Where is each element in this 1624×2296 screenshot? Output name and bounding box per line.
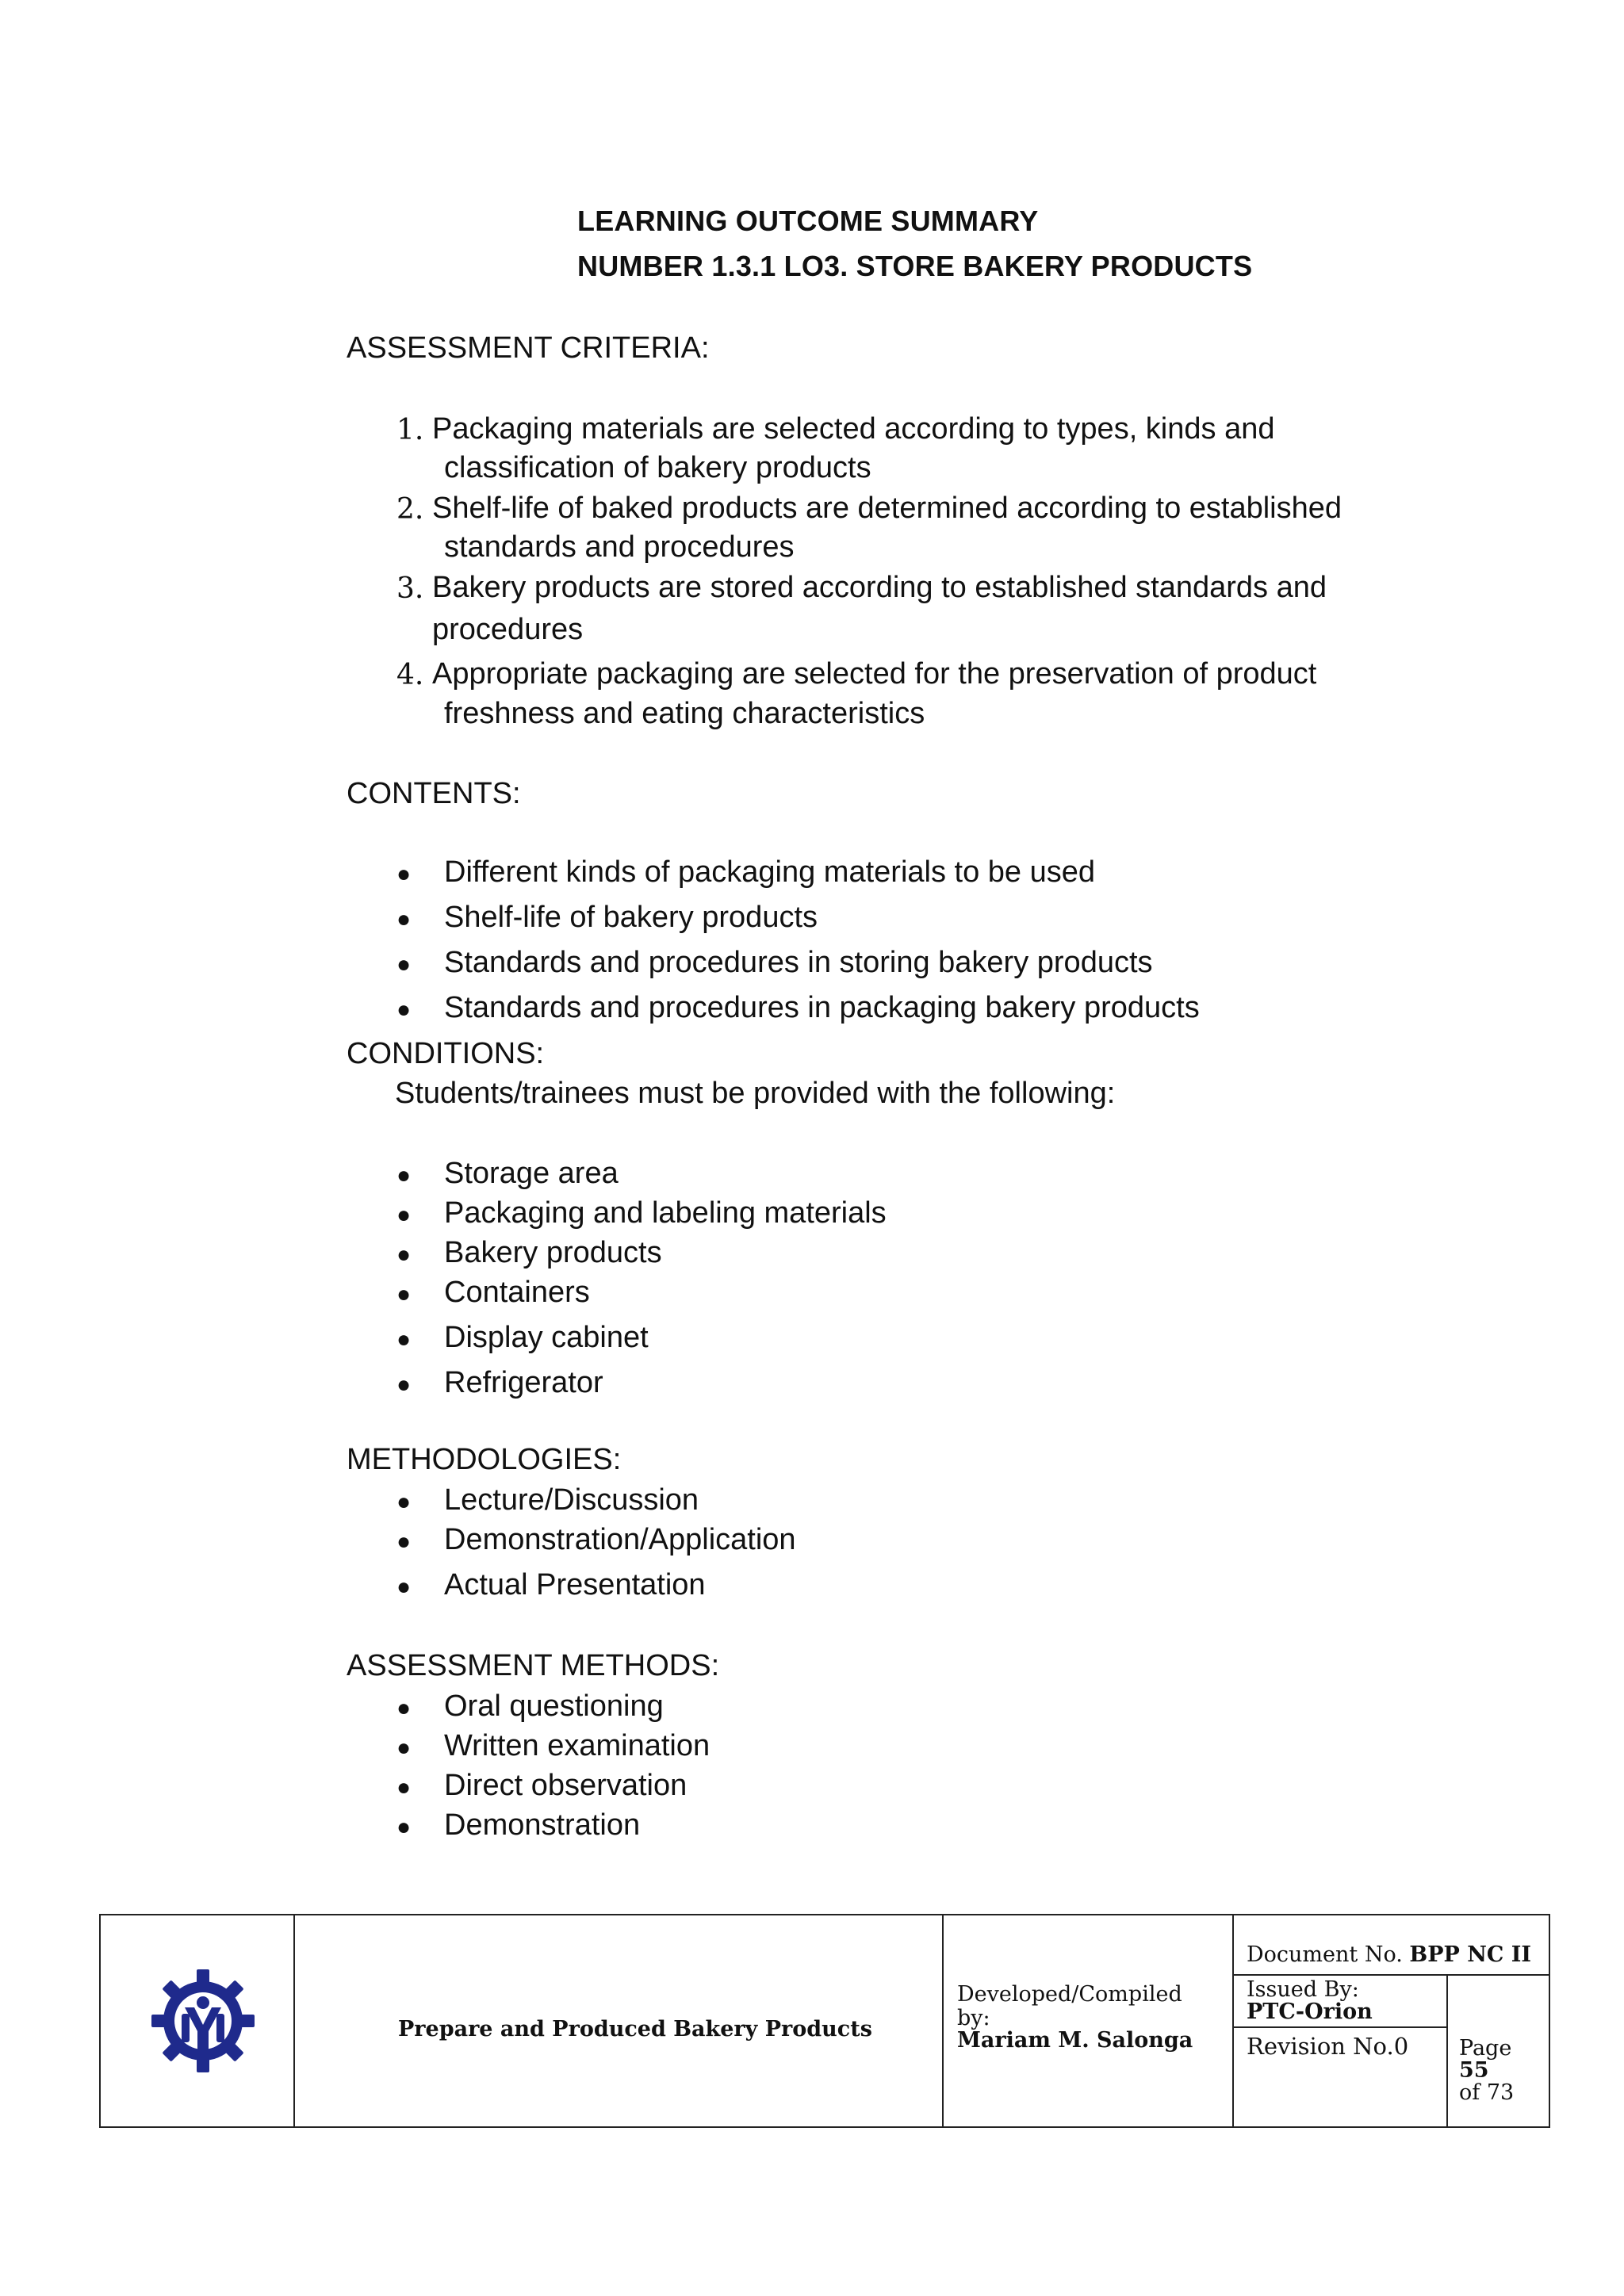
list-item: Containers <box>444 1276 590 1309</box>
list-item: Direct observation <box>444 1769 688 1802</box>
list-item: Written examination <box>444 1729 710 1762</box>
bullet-icon: ● <box>396 951 412 978</box>
criteria-text-line1: Packaging materials are selected according to types, kinds and <box>432 412 1275 446</box>
list-item: Display cabinet <box>444 1321 649 1354</box>
list-item: Demonstration/Application <box>444 1523 796 1556</box>
list-item: Actual Presentation <box>444 1568 706 1601</box>
list-item: Refrigerator <box>444 1366 603 1399</box>
bullet-icon: ● <box>396 861 412 887</box>
bullet-icon: ● <box>396 1489 412 1515</box>
bullet-icon: ● <box>396 1326 412 1353</box>
bullet-icon: ● <box>396 906 412 932</box>
list-item: Lecture/Discussion <box>444 1483 699 1517</box>
document-number <box>1247 1942 1531 1967</box>
criteria-number: 2. <box>396 493 424 526</box>
bullet-icon: ● <box>396 1695 412 1721</box>
issued-by-label: Issued By: <box>1247 1977 1359 2002</box>
tesda-gear-logo-icon <box>150 1968 256 2074</box>
criteria-number: 4. <box>396 659 424 691</box>
list-item: Different kinds of packaging materials to be used <box>444 855 1095 889</box>
bullet-icon: ● <box>396 1529 412 1555</box>
criteria-text-line1: Shelf-life of baked products are determined according to established <box>432 492 1342 525</box>
criteria-text-line2: standards and procedures <box>444 530 795 564</box>
bullet-icon: ● <box>396 1281 412 1307</box>
criteria-number: 3. <box>396 572 424 605</box>
bullet-icon: ● <box>396 997 412 1023</box>
page-title-line2: NUMBER 1.3.1 LO3. STORE BAKERY PRODUCTS <box>577 250 1253 282</box>
list-item: Demonstration <box>444 1808 641 1842</box>
bullet-icon: ● <box>396 1372 412 1398</box>
criteria-text-line2: procedures <box>432 613 584 646</box>
list-item: Oral questioning <box>444 1689 664 1723</box>
bullet-icon: ● <box>396 1735 412 1761</box>
document-number-label: Document No. <box>1247 1942 1403 1967</box>
assessment-methods-heading: ASSESSMENT METHODS: <box>347 1649 720 1682</box>
list-item: Standards and procedures in storing bakery products <box>444 946 1153 979</box>
document-footer-table <box>99 1914 1550 2128</box>
bullet-icon: ● <box>396 1574 412 1600</box>
list-item: Shelf-life of bakery products <box>444 901 818 934</box>
criteria-text-line1: Bakery products are stored according to established standards and <box>432 571 1327 604</box>
page-number: 55 <box>1459 2058 1489 2083</box>
bullet-icon: ● <box>396 1202 412 1228</box>
revision-number: Revision No.0 <box>1247 2033 1409 2060</box>
document-number-value: BPP NC II <box>1409 1942 1532 1967</box>
bullet-icon: ● <box>396 1774 412 1800</box>
page-label: Page <box>1459 2036 1512 2061</box>
developed-label: Developed/Compiled <box>957 1982 1182 2007</box>
page-total: of 73 <box>1459 2080 1515 2105</box>
bullet-icon: ● <box>396 1242 412 1268</box>
course-title: Prepare and Produced Bakery Products <box>398 2017 872 2042</box>
criteria-text-line1: Appropriate packaging are selected for the preservation of product <box>432 657 1317 691</box>
issued-by-value: PTC-Orion <box>1247 1999 1373 2024</box>
assessment-criteria-heading: ASSESSMENT CRITERIA: <box>347 331 710 365</box>
criteria-number: 1. <box>396 414 424 446</box>
contents-heading: CONTENTS: <box>347 777 521 810</box>
developer-name: Mariam M. Salonga <box>957 2028 1193 2053</box>
conditions-heading: CONDITIONS: <box>347 1037 545 1070</box>
page-title-line1: LEARNING OUTCOME SUMMARY <box>577 205 1039 237</box>
list-item: Standards and procedures in packaging bakery products <box>444 991 1200 1024</box>
criteria-text-line2: freshness and eating characteristics <box>444 697 925 730</box>
developed-label-by: by: <box>957 2006 990 2030</box>
list-item: Packaging and labeling materials <box>444 1196 887 1230</box>
list-item: Bakery products <box>444 1236 662 1269</box>
list-item: Storage area <box>444 1157 619 1190</box>
criteria-text-line2: classification of bakery products <box>444 451 871 484</box>
bullet-icon: ● <box>396 1814 412 1840</box>
methodologies-heading: METHODOLOGIES: <box>347 1443 622 1476</box>
bullet-icon: ● <box>396 1162 412 1188</box>
conditions-intro: Students/trainees must be provided with the following: <box>395 1077 1116 1110</box>
